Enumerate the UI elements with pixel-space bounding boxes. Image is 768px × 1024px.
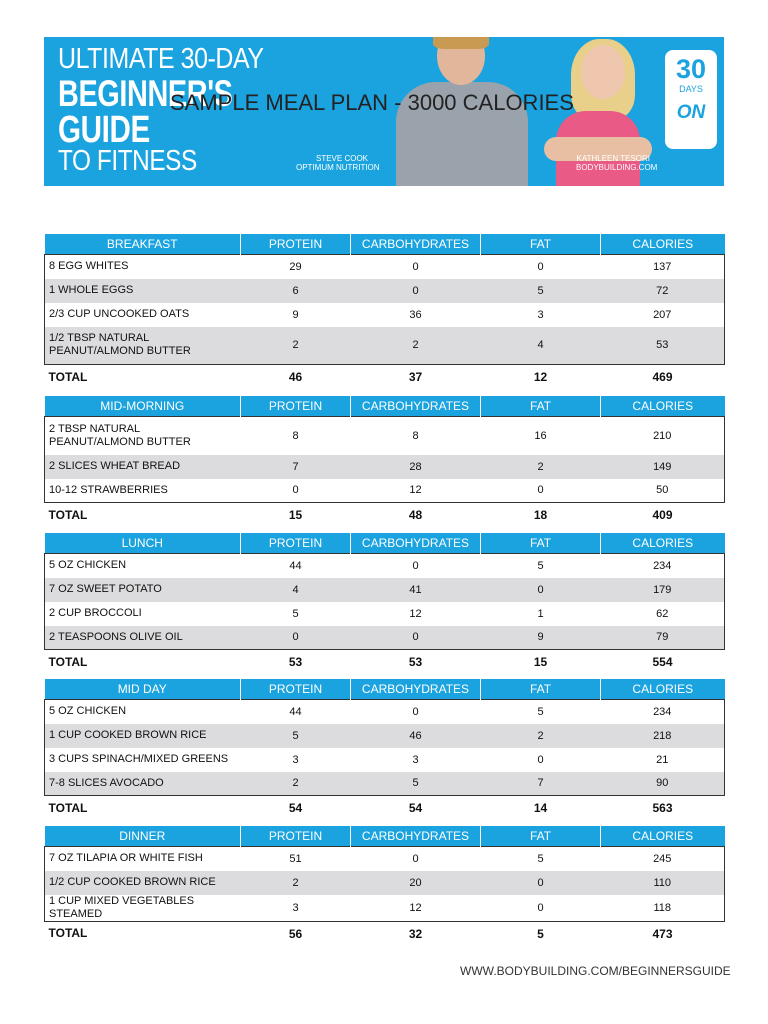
person1-company: OPTIMUM NUTRITION bbox=[296, 163, 380, 172]
carbs-cell: 0 bbox=[351, 700, 481, 724]
table-row bbox=[45, 626, 725, 650]
page-title: SAMPLE MEAL PLAN - 3000 CALORIES bbox=[170, 90, 574, 115]
protein-cell: 51 bbox=[241, 847, 351, 871]
total-row bbox=[45, 503, 725, 528]
column-header: CARBOHYDRATES bbox=[351, 533, 481, 554]
table-row bbox=[45, 479, 725, 503]
fat-cell: 9 bbox=[481, 626, 601, 650]
total-calories: 473 bbox=[652, 926, 673, 941]
column-header: FAT bbox=[481, 234, 601, 255]
fat-cell: 5 bbox=[481, 554, 601, 578]
carbs-cell: 2 bbox=[351, 327, 481, 365]
carbs-cell: 36 bbox=[409, 308, 422, 321]
protein-cell: 7 bbox=[241, 455, 351, 479]
meal-header-row bbox=[45, 533, 725, 554]
protein-cell: 8 bbox=[241, 417, 351, 455]
column-header: CALORIES bbox=[601, 679, 725, 700]
calories-cell: 50 bbox=[601, 479, 725, 503]
carbs-cell: 20 bbox=[351, 871, 481, 895]
total-carbs: 53 bbox=[408, 655, 423, 669]
table-row bbox=[45, 578, 725, 602]
calories-cell: 218 bbox=[601, 724, 725, 748]
column-header: FAT bbox=[481, 396, 601, 417]
protein-cell: 6 bbox=[241, 279, 351, 303]
meal-header-row bbox=[45, 396, 725, 417]
total-protein: 53 bbox=[288, 655, 303, 669]
meal-table bbox=[44, 234, 725, 389]
food-cell: 1 CUP MIXED VEGETABLES STEAMED bbox=[45, 895, 241, 922]
total-row bbox=[45, 921, 725, 946]
food-cell: 5 OZ CHICKEN bbox=[45, 700, 241, 724]
table-row bbox=[45, 748, 725, 772]
food-cell: 2/3 CUP UNCOOKED OATS bbox=[45, 303, 241, 327]
food-cell: 1/2 TBSP NATURAL PEANUT/ALMOND BUTTER bbox=[45, 327, 241, 365]
column-header: CALORIES bbox=[601, 533, 725, 554]
total-row bbox=[45, 650, 725, 675]
carbs-cell: 8 bbox=[351, 417, 481, 455]
total-label: TOTAL bbox=[48, 654, 88, 669]
fat-cell: 0 bbox=[481, 578, 601, 602]
carbs-cell: 12 bbox=[409, 607, 422, 620]
person2-name: KATHLEEN TESORI bbox=[576, 154, 650, 163]
total-carbs: 48 bbox=[408, 508, 423, 522]
column-header: CALORIES bbox=[601, 396, 725, 417]
meal-name-header: MID-MORNING bbox=[45, 396, 241, 417]
food-cell: 7 OZ SWEET POTATO bbox=[45, 578, 241, 602]
column-header: FAT bbox=[481, 533, 601, 554]
meal-name-header: LUNCH bbox=[45, 533, 241, 554]
table-row bbox=[45, 554, 725, 578]
person1-hair bbox=[433, 37, 489, 49]
calories-cell: 72 bbox=[601, 279, 725, 303]
food-cell: 2 SLICES WHEAT BREAD bbox=[45, 455, 241, 479]
table-row bbox=[45, 417, 725, 455]
carbs-cell: 28 bbox=[351, 455, 481, 479]
person1-name: STEVE COOK bbox=[315, 154, 368, 163]
food-cell: 3 CUPS SPINACH/MIXED GREENS bbox=[45, 748, 241, 772]
total-protein: 15 bbox=[288, 508, 303, 522]
total-fat: 14 bbox=[533, 801, 548, 815]
calories-cell: 207 bbox=[601, 303, 725, 327]
column-header: CARBOHYDRATES bbox=[351, 826, 481, 847]
calories-cell: 53 bbox=[601, 327, 725, 365]
protein-cell: 29 bbox=[241, 255, 351, 279]
carbs-cell: 0 bbox=[351, 255, 481, 279]
calories-cell: 234 bbox=[601, 700, 725, 724]
table-row bbox=[45, 895, 725, 922]
column-header: CALORIES bbox=[601, 826, 725, 847]
meal-name-header: BREAKFAST bbox=[45, 234, 241, 255]
total-protein: 46 bbox=[288, 370, 303, 384]
table-row bbox=[45, 255, 725, 279]
fat-cell: 2 bbox=[481, 724, 601, 748]
calories-cell: 21 bbox=[601, 748, 725, 772]
carbs-cell: 46 bbox=[351, 724, 481, 748]
food-cell: 7-8 SLICES AVOCADO bbox=[45, 772, 241, 796]
protein-cell: 44 bbox=[241, 554, 351, 578]
total-calories: 469 bbox=[652, 370, 673, 384]
badge-label: DAYS bbox=[679, 84, 703, 94]
total-label: TOTAL bbox=[48, 507, 88, 522]
protein-cell: 44 bbox=[241, 700, 351, 724]
fat-cell: 1 bbox=[537, 607, 544, 620]
meal-table bbox=[44, 533, 725, 674]
calories-cell: 210 bbox=[601, 417, 725, 455]
column-header: PROTEIN bbox=[241, 234, 351, 255]
column-header: PROTEIN bbox=[241, 396, 351, 417]
banner-title-line2: BEGINNER'S bbox=[58, 73, 233, 114]
carbs-cell: 0 bbox=[351, 847, 481, 871]
meal-name-header: MID DAY bbox=[45, 679, 241, 700]
table-row bbox=[45, 871, 725, 895]
banner-title-line3: GUIDE bbox=[58, 109, 150, 151]
protein-cell: 9 bbox=[292, 308, 299, 321]
fat-cell: 5 bbox=[481, 847, 601, 871]
fat-cell: 0 bbox=[481, 479, 601, 503]
calories-cell: 149 bbox=[601, 455, 725, 479]
carbs-cell: 12 bbox=[351, 479, 481, 503]
person2-head bbox=[581, 45, 625, 99]
calories-cell: 110 bbox=[601, 871, 725, 895]
carbs-cell: 41 bbox=[351, 578, 481, 602]
food-cell: 1/2 CUP COOKED BROWN RICE bbox=[45, 871, 241, 895]
total-carbs: 32 bbox=[408, 926, 423, 941]
protein-cell: 5 bbox=[292, 607, 299, 620]
meal-table bbox=[44, 679, 725, 820]
fat-cell: 2 bbox=[481, 455, 601, 479]
calories-cell: 179 bbox=[601, 578, 725, 602]
column-header: FAT bbox=[481, 826, 601, 847]
column-header: CALORIES bbox=[601, 234, 725, 255]
protein-cell: 2 bbox=[241, 327, 351, 365]
protein-cell: 4 bbox=[241, 578, 351, 602]
column-header: CARBOHYDRATES bbox=[351, 396, 481, 417]
fat-cell: 0 bbox=[481, 871, 601, 895]
total-calories: 563 bbox=[652, 801, 673, 815]
person2-company: BODYBUILDING.COM bbox=[576, 163, 658, 172]
total-row bbox=[45, 796, 725, 821]
total-fat: 5 bbox=[537, 926, 544, 941]
carbs-cell: 5 bbox=[351, 772, 481, 796]
carbs-cell: 0 bbox=[351, 626, 481, 650]
banner-title-line1: ULTIMATE 30-DAY bbox=[58, 43, 264, 75]
total-carbs: 54 bbox=[408, 801, 423, 815]
carbs-cell: 12 bbox=[351, 895, 481, 922]
total-label: TOTAL bbox=[48, 800, 88, 815]
meal-header-row bbox=[45, 826, 725, 847]
total-carbs: 37 bbox=[408, 370, 423, 384]
fat-cell: 0 bbox=[481, 255, 601, 279]
calories-cell: 62 bbox=[601, 602, 725, 626]
fat-cell: 0 bbox=[481, 895, 601, 922]
table-row bbox=[45, 724, 725, 748]
fat-cell: 0 bbox=[537, 753, 544, 766]
total-fat: 15 bbox=[533, 655, 548, 669]
calories-cell: 90 bbox=[601, 772, 725, 796]
total-protein: 54 bbox=[288, 801, 303, 815]
food-cell: 7 OZ TILAPIA OR WHITE FISH bbox=[45, 847, 241, 871]
column-header: CARBOHYDRATES bbox=[351, 234, 481, 255]
fat-cell: 3 bbox=[537, 308, 544, 321]
carbs-cell: 0 bbox=[351, 279, 481, 303]
food-cell: 2 CUP BROCCOLI bbox=[45, 602, 241, 626]
total-label: TOTAL bbox=[48, 369, 88, 384]
protein-cell: 3 bbox=[241, 895, 351, 922]
table-row bbox=[45, 602, 725, 626]
banner-title-line4: TO FITNESS bbox=[58, 145, 197, 177]
column-header: FAT bbox=[481, 679, 601, 700]
column-header: PROTEIN bbox=[241, 679, 351, 700]
table-row bbox=[45, 327, 725, 365]
days-badge bbox=[665, 50, 717, 149]
carbs-cell: 3 bbox=[412, 753, 419, 766]
total-fat: 12 bbox=[533, 370, 548, 384]
meal-name-header: DINNER bbox=[45, 826, 241, 847]
brand-logo-icon: ON bbox=[676, 102, 706, 123]
calories-cell: 137 bbox=[601, 255, 725, 279]
protein-cell: 0 bbox=[241, 626, 351, 650]
food-cell: 1 CUP COOKED BROWN RICE bbox=[45, 724, 241, 748]
total-calories: 554 bbox=[652, 655, 673, 669]
calories-cell: 118 bbox=[601, 895, 725, 922]
fat-cell: 4 bbox=[481, 327, 601, 365]
table-row bbox=[45, 303, 725, 327]
total-calories: 409 bbox=[652, 508, 673, 522]
food-cell: 2 TBSP NATURAL PEANUT/ALMOND BUTTER bbox=[45, 417, 241, 455]
table-row bbox=[45, 279, 725, 303]
total-protein: 56 bbox=[288, 926, 303, 941]
food-cell: 2 TEASPOONS OLIVE OIL bbox=[45, 626, 241, 650]
carbs-cell: 0 bbox=[351, 554, 481, 578]
meal-table bbox=[44, 826, 725, 946]
food-cell: 1 WHOLE EGGS bbox=[45, 279, 241, 303]
protein-cell: 2 bbox=[241, 772, 351, 796]
badge-number: 30 bbox=[675, 54, 707, 84]
column-header: PROTEIN bbox=[241, 826, 351, 847]
fat-cell: 7 bbox=[481, 772, 601, 796]
protein-cell: 3 bbox=[292, 753, 299, 766]
table-row bbox=[45, 455, 725, 479]
total-label: TOTAL bbox=[48, 926, 88, 940]
protein-cell: 2 bbox=[241, 871, 351, 895]
total-row bbox=[45, 365, 725, 390]
fat-cell: 5 bbox=[481, 279, 601, 303]
table-row bbox=[45, 847, 725, 871]
footer-url: WWW.BODYBUILDING.COM/BEGINNERSGUIDE bbox=[460, 964, 731, 978]
fat-cell: 16 bbox=[481, 417, 601, 455]
column-header: PROTEIN bbox=[241, 533, 351, 554]
total-fat: 18 bbox=[533, 508, 548, 522]
calories-cell: 79 bbox=[601, 626, 725, 650]
fat-cell: 5 bbox=[481, 700, 601, 724]
person2-caption bbox=[576, 154, 658, 172]
calories-cell: 234 bbox=[601, 554, 725, 578]
food-cell: 10-12 STRAWBERRIES bbox=[45, 479, 241, 503]
protein-cell: 0 bbox=[241, 479, 351, 503]
table-row bbox=[45, 772, 725, 796]
meal-table bbox=[44, 396, 725, 527]
table-row bbox=[45, 700, 725, 724]
column-header: CARBOHYDRATES bbox=[351, 679, 481, 700]
meal-header-row bbox=[45, 679, 725, 700]
protein-cell: 5 bbox=[241, 724, 351, 748]
calories-cell: 245 bbox=[601, 847, 725, 871]
food-cell: 8 EGG WHITES bbox=[45, 255, 241, 279]
meal-header-row bbox=[45, 234, 725, 255]
person1-caption bbox=[296, 154, 380, 172]
food-cell: 5 OZ CHICKEN bbox=[45, 554, 241, 578]
